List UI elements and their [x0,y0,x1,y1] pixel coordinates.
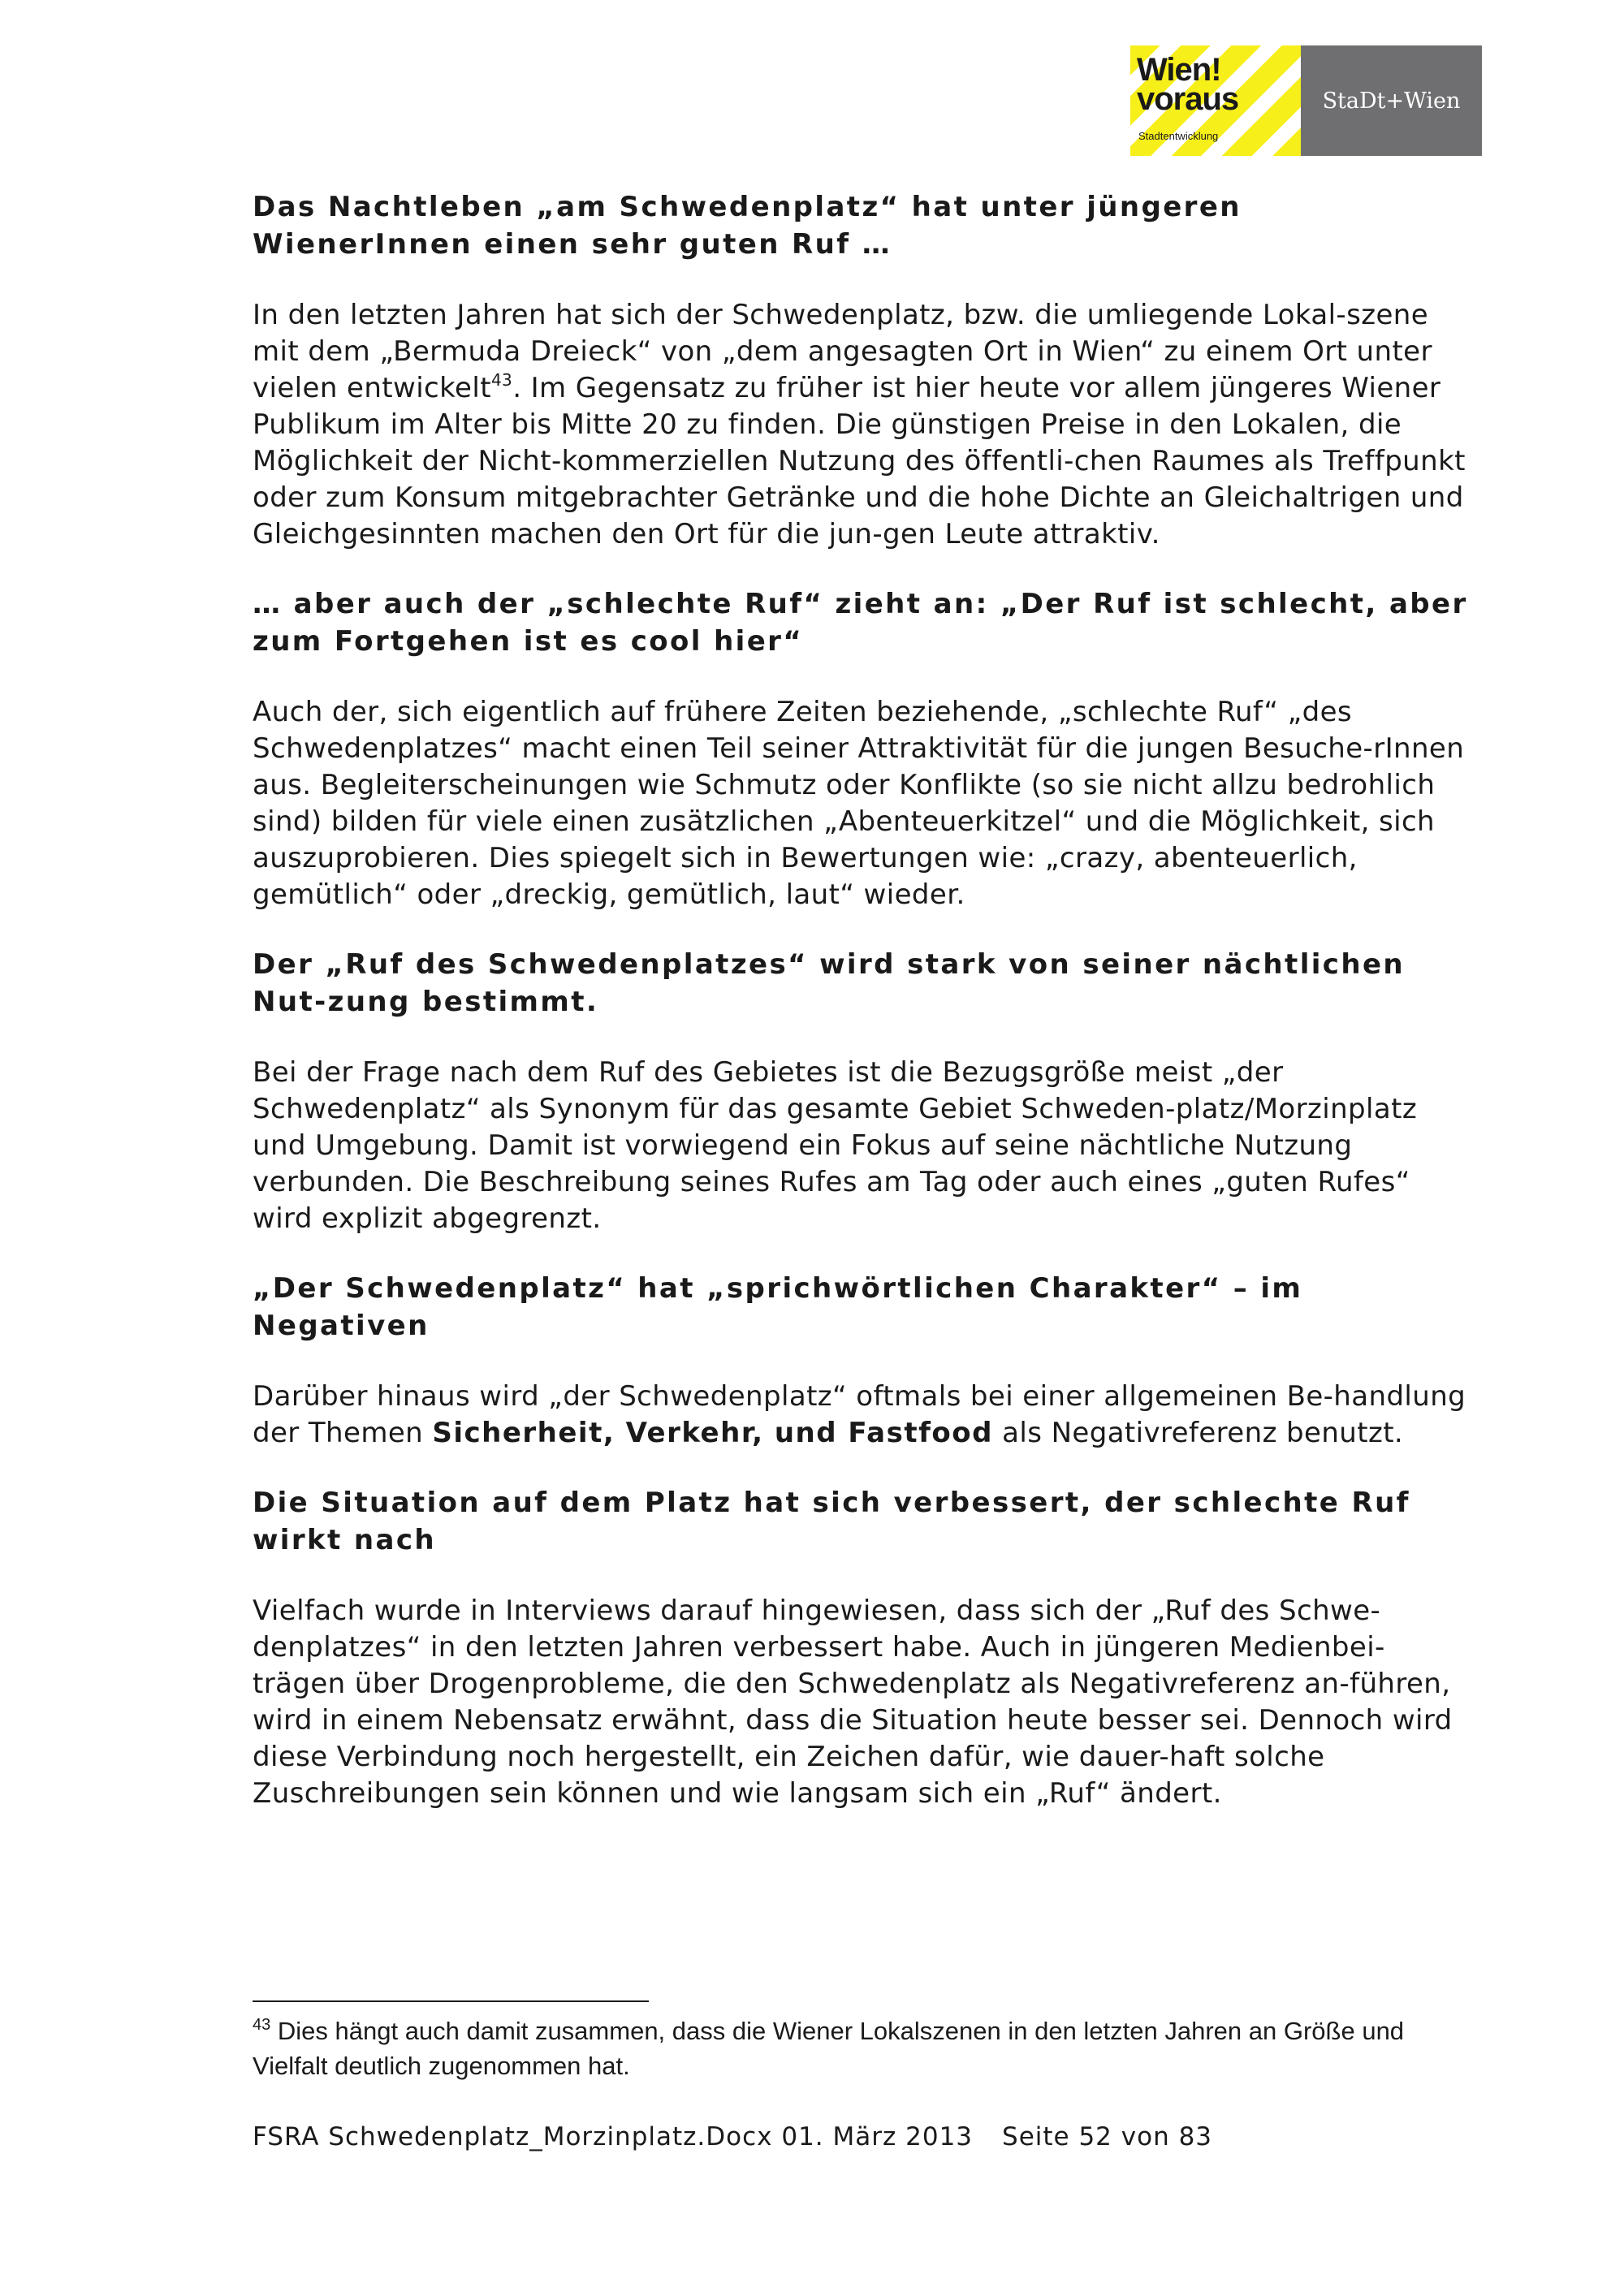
footnote-text: Dies hängt auch damit zusammen, dass die Wiener Lokalszenen in den letzten Jahren an Größe und Vielfalt deutlich zugenommen hat. [253,2017,1405,2080]
footnote-separator [253,2000,649,2002]
paragraph-text: . Im Gegensatz zu früher ist hier heute vor allem jüngeres Wiener Publikum im Alter bis Mitte 20 zu finden. Die günstigen Preise in den Lokalen, die Möglichkeit der Nicht-kommerziellen Nutzung des öffentli-chen Raumes als Treffpunkt oder zum Konsum mitgebrachter Getränke und die hohe Dichte an Gleichaltrigen und Gleichgesinnten machen den Ort für die jun-gen Leute attraktiv. [253,372,1466,550]
section-paragraph [253,297,1471,553]
footer-document-info: FSRA Schwedenplatz_Morzinplatz.Docx 01. März 2013 [253,2122,974,2151]
bold-topics: Sicherheit, Verkehr, und Fastfood [432,1417,993,1449]
footer-page-number: Seite 52 von 83 [1002,2122,1213,2151]
footnote-number: 43 [253,2016,271,2034]
section-paragraph [253,1379,1471,1452]
section-paragraph: Auch der, sich eigentlich auf frühere Zeiten beziehende, „schlechte Ruf“ „des Schwedenplatzes“ macht einen Teil seiner Attraktivität für die jungen Besuche-rInnen aus. Begleiterscheinungen wie Schmutz oder Konflikte (so sie nicht allzu bedrohlich sind) bilden für viele einen zusätzlichen „Abenteuerkitzel“ und die Möglichkeit, sich auszuprobieren. Dies spiegelt sich in Bewertungen wie: „crazy, abenteuerlich, gemütlich“ oder „dreckig, gemütlich, laut“ wieder. [253,696,1465,911]
paragraph-text: In den letzten Jahren hat sich der Schwedenplatz, bzw. die umliegende Lokal-szene mit dem „Bermuda Dreieck“ von „dem angesagten Ort in Wien“ zu einem Ort unter vielen entwickelt [253,299,1432,404]
section-heading: Der „Ruf des Schwedenplatzes“ wird stark von seiner nächtlichen Nut-zung bestimmt. [253,948,1406,1018]
header-logos [1130,45,1482,156]
section-heading: Das Nachtleben „am Schwedenplatz“ hat unter jüngeren WienerInnen einen sehr guten Ruf … [253,191,1242,261]
section-heading: „Der Schwedenplatz“ hat „sprichwörtlichen Charakter“ – im Negativen [253,1272,1303,1342]
section-heading: … aber auch der „schlechte Ruf“ zieht an: „Der Ruf ist schlecht, aber zum Fortgehen ist es cool hier“ [253,588,1468,658]
footnote [253,2013,1471,2083]
paragraph-text: Darüber hinaus wird „der Schwedenplatz“ oftmals bei einer allgemeinen Be-handlung der Themen [253,1380,1466,1449]
page-footer [253,2121,1471,2153]
logo-wien-text: Wien! [1137,52,1221,88]
section-paragraph: Vielfach wurde in Interviews darauf hingewiesen, dass sich der „Ruf des Schwe-denplatzes“ in den letzten Jahren verbessert habe. Auch in jüngeren Medienbei-trägen über Drogenprobleme, die den Schwedenplatz als Negativreferenz an-führen, wird in einem Nebensatz erwähnt, dass die Situation heute besser sei. Dennoch wird diese Verbindung noch hergestellt, ein Zeichen dafür, wie dauer-haft solche Zuschreibungen sein können und wie langsam sich ein „Ruf“ ändert. [253,1595,1453,1810]
paragraph-text: als Negativreferenz benutzt. [992,1417,1404,1449]
stadt-wien-logo [1301,45,1482,156]
logo-subtitle: Stadtentwicklung [1138,130,1219,142]
stadt-wien-logo-text: StaDt+Wien [1322,88,1461,114]
section-paragraph: Bei der Frage nach dem Ruf des Gebietes ist die Bezugsgröße meist „der Schwedenplatz“ als Synonym für das gesamte Gebiet Schweden-platz/Morzinplatz und Umgebung. Damit ist vorwiegend ein Fokus auf seine nächtliche Nutzung verbunden. Die Beschreibung seines Rufes am Tag oder auch eines „guten Rufes“ wird explizit abgegrenzt. [253,1056,1418,1235]
document-body [253,188,1471,1845]
section-heading: Die Situation auf dem Platz hat sich verbessert, der schlechte Ruf wirkt nach [253,1487,1410,1556]
logo-voraus-text: voraus [1137,81,1239,117]
wien-voraus-logo [1130,45,1301,156]
footnote-reference[interactable]: 43 [490,370,513,390]
